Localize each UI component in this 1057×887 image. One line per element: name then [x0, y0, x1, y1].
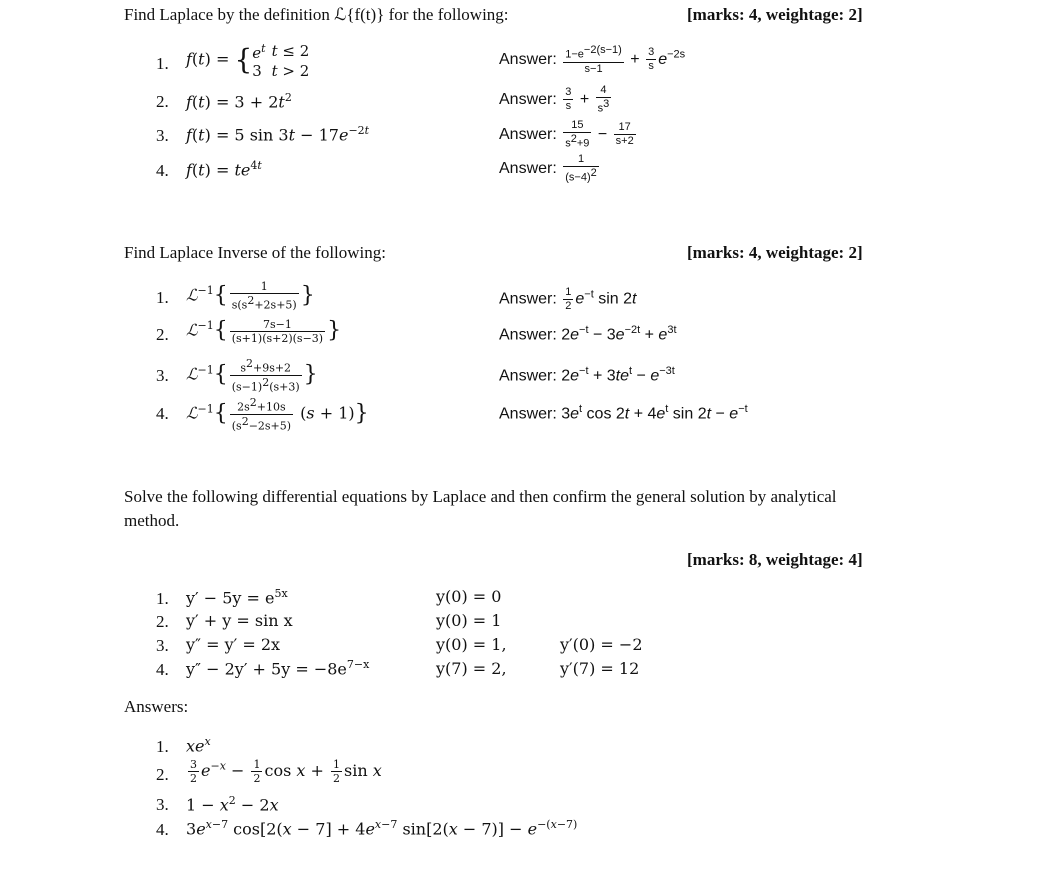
s2-q4: ℒ$^{-1}${ $\frac{2s^2+10s}{(s^2-2s+5)}$ (s + 1)}	[186, 396, 369, 433]
s3-ans-num-2: 2.	[156, 765, 169, 784]
s1-num-4: 4.	[156, 161, 169, 180]
section1-heading: Find Laplace by the definition ℒ{f(t)} for the following:	[124, 5, 509, 24]
s1-answer-1: Answer: $\frac{1-e^{-2(s-1)}}{s-1}$ + $\frac{3}{s}$ $e^{-2s}$	[499, 44, 686, 75]
s1-answer-2: Answer: $\frac{3}{s}$ + $\frac{4}{s^3}$	[499, 84, 610, 115]
s3-cond-3b: y′(0) = −2	[560, 635, 643, 654]
s1-answer-3: Answer: $\frac{15}{s^2+9}$ − $\frac{17}{s+2}$	[499, 119, 634, 150]
section3-marks: [marks: 8, weightage: 4]	[687, 550, 863, 569]
s2-q3: ℒ$^{-1}${ $\frac{s^2+9s+2}{(s-1)^2(s+3)}$ }	[186, 357, 318, 394]
s3-cond-4: y(7) = 2,	[436, 659, 507, 678]
s1-q3: f(t) = 5 $\sin 3t - 17e^{-2t}$	[186, 124, 370, 145]
s1-answer-4: Answer: $\frac{1}{(s-4)^2}$	[499, 153, 597, 184]
s3-cond-3: y(0) = 1,	[436, 635, 507, 654]
s3-ans-num-4: 4.	[156, 820, 169, 839]
s3-answer-2: $\frac{3}{2}$ $e^{-x}$ − $\frac{1}{2}$ cos x + $\frac{1}{2}$ sin x	[190, 758, 382, 785]
s1-q2: $f(t) = 3 + 2t^2$	[186, 91, 292, 112]
s3-num-1: 1.	[156, 589, 169, 608]
s1-q1: f(t) = { $e^t$ t ≤ 2 3 t > 2	[186, 42, 310, 80]
s2-answer-2: Answer: $2e^{-t} - 3e^{-2t} + e^{3t}$	[499, 324, 677, 344]
s3-ans-num-3: 3.	[156, 795, 169, 814]
s2-answer-3: Answer: $2e^{-t} + 3te^t - e^{-3t}$	[499, 365, 675, 385]
s2-num-2: 2.	[156, 325, 169, 344]
s2-q2: ℒ$^{-1}${ $\frac{7s-1}{(s+1)(s+2)(s-3)}$ }	[186, 317, 342, 345]
s3-cond-2: y(0) = 1	[436, 611, 502, 630]
s2-num-3: 3.	[156, 366, 169, 385]
section2-marks: [marks: 4, weightage: 2]	[687, 243, 863, 262]
section1-marks: [marks: 4, weightage: 2]	[687, 5, 863, 24]
s2-answer-4: Answer: $3e^t$ $\cos 2t + 4e^t$ $\sin 2t - e^{-t}$	[499, 403, 748, 423]
s1-num-2: 2.	[156, 92, 169, 111]
s3-eq-2: y′ + y = sin x	[186, 611, 293, 630]
s3-answer-1: $xe^x$	[186, 735, 211, 756]
s3-num-3: 3.	[156, 636, 169, 655]
s3-cond-1: y(0) = 0	[436, 587, 502, 606]
section3-heading-line2: method.	[124, 511, 180, 530]
section3-heading-line1: Solve the following differential equations by Laplace and then confirm the general solution by analytical	[124, 487, 837, 506]
s2-num-4: 4.	[156, 404, 169, 423]
s3-cond-4b: y′(7) = 12	[560, 659, 640, 678]
s1-num-3: 3.	[156, 126, 169, 145]
s3-num-2: 2.	[156, 612, 169, 631]
s3-num-4: 4.	[156, 660, 169, 679]
s2-q1: ℒ$^{-1}${ $\frac{1}{s(s^2+2s+5)}$ }	[186, 280, 315, 312]
s3-ans-num-1: 1.	[156, 737, 169, 756]
s3-answer-3: $1 - x^2 - 2x$	[186, 794, 279, 815]
s3-answer-4: $3e^{x-7}$ $\cos[2(x - 7] + 4e^{x-7}$ $\sin[2(x - 7)] - e^{-(x-7)}$	[186, 818, 578, 839]
s3-eq-1: $y' - 5y = e^{5x}$	[186, 587, 288, 608]
answers-label: Answers:	[124, 697, 189, 716]
s2-num-1: 1.	[156, 288, 169, 307]
s2-answer-1: Answer: $\frac{1}{2}$ $e^{-t}$ sin 2t	[499, 286, 637, 312]
s3-eq-3: y″ = y′ = 2x	[186, 635, 281, 654]
section2-heading: Find Laplace Inverse of the following:	[124, 243, 387, 262]
s1-q4: $f(t) = te^{4t}$	[186, 159, 262, 180]
s1-num-1: 1.	[156, 54, 169, 73]
s3-eq-4: $y'' - 2y' + 5y = -8e^{7-x}$	[186, 658, 370, 679]
